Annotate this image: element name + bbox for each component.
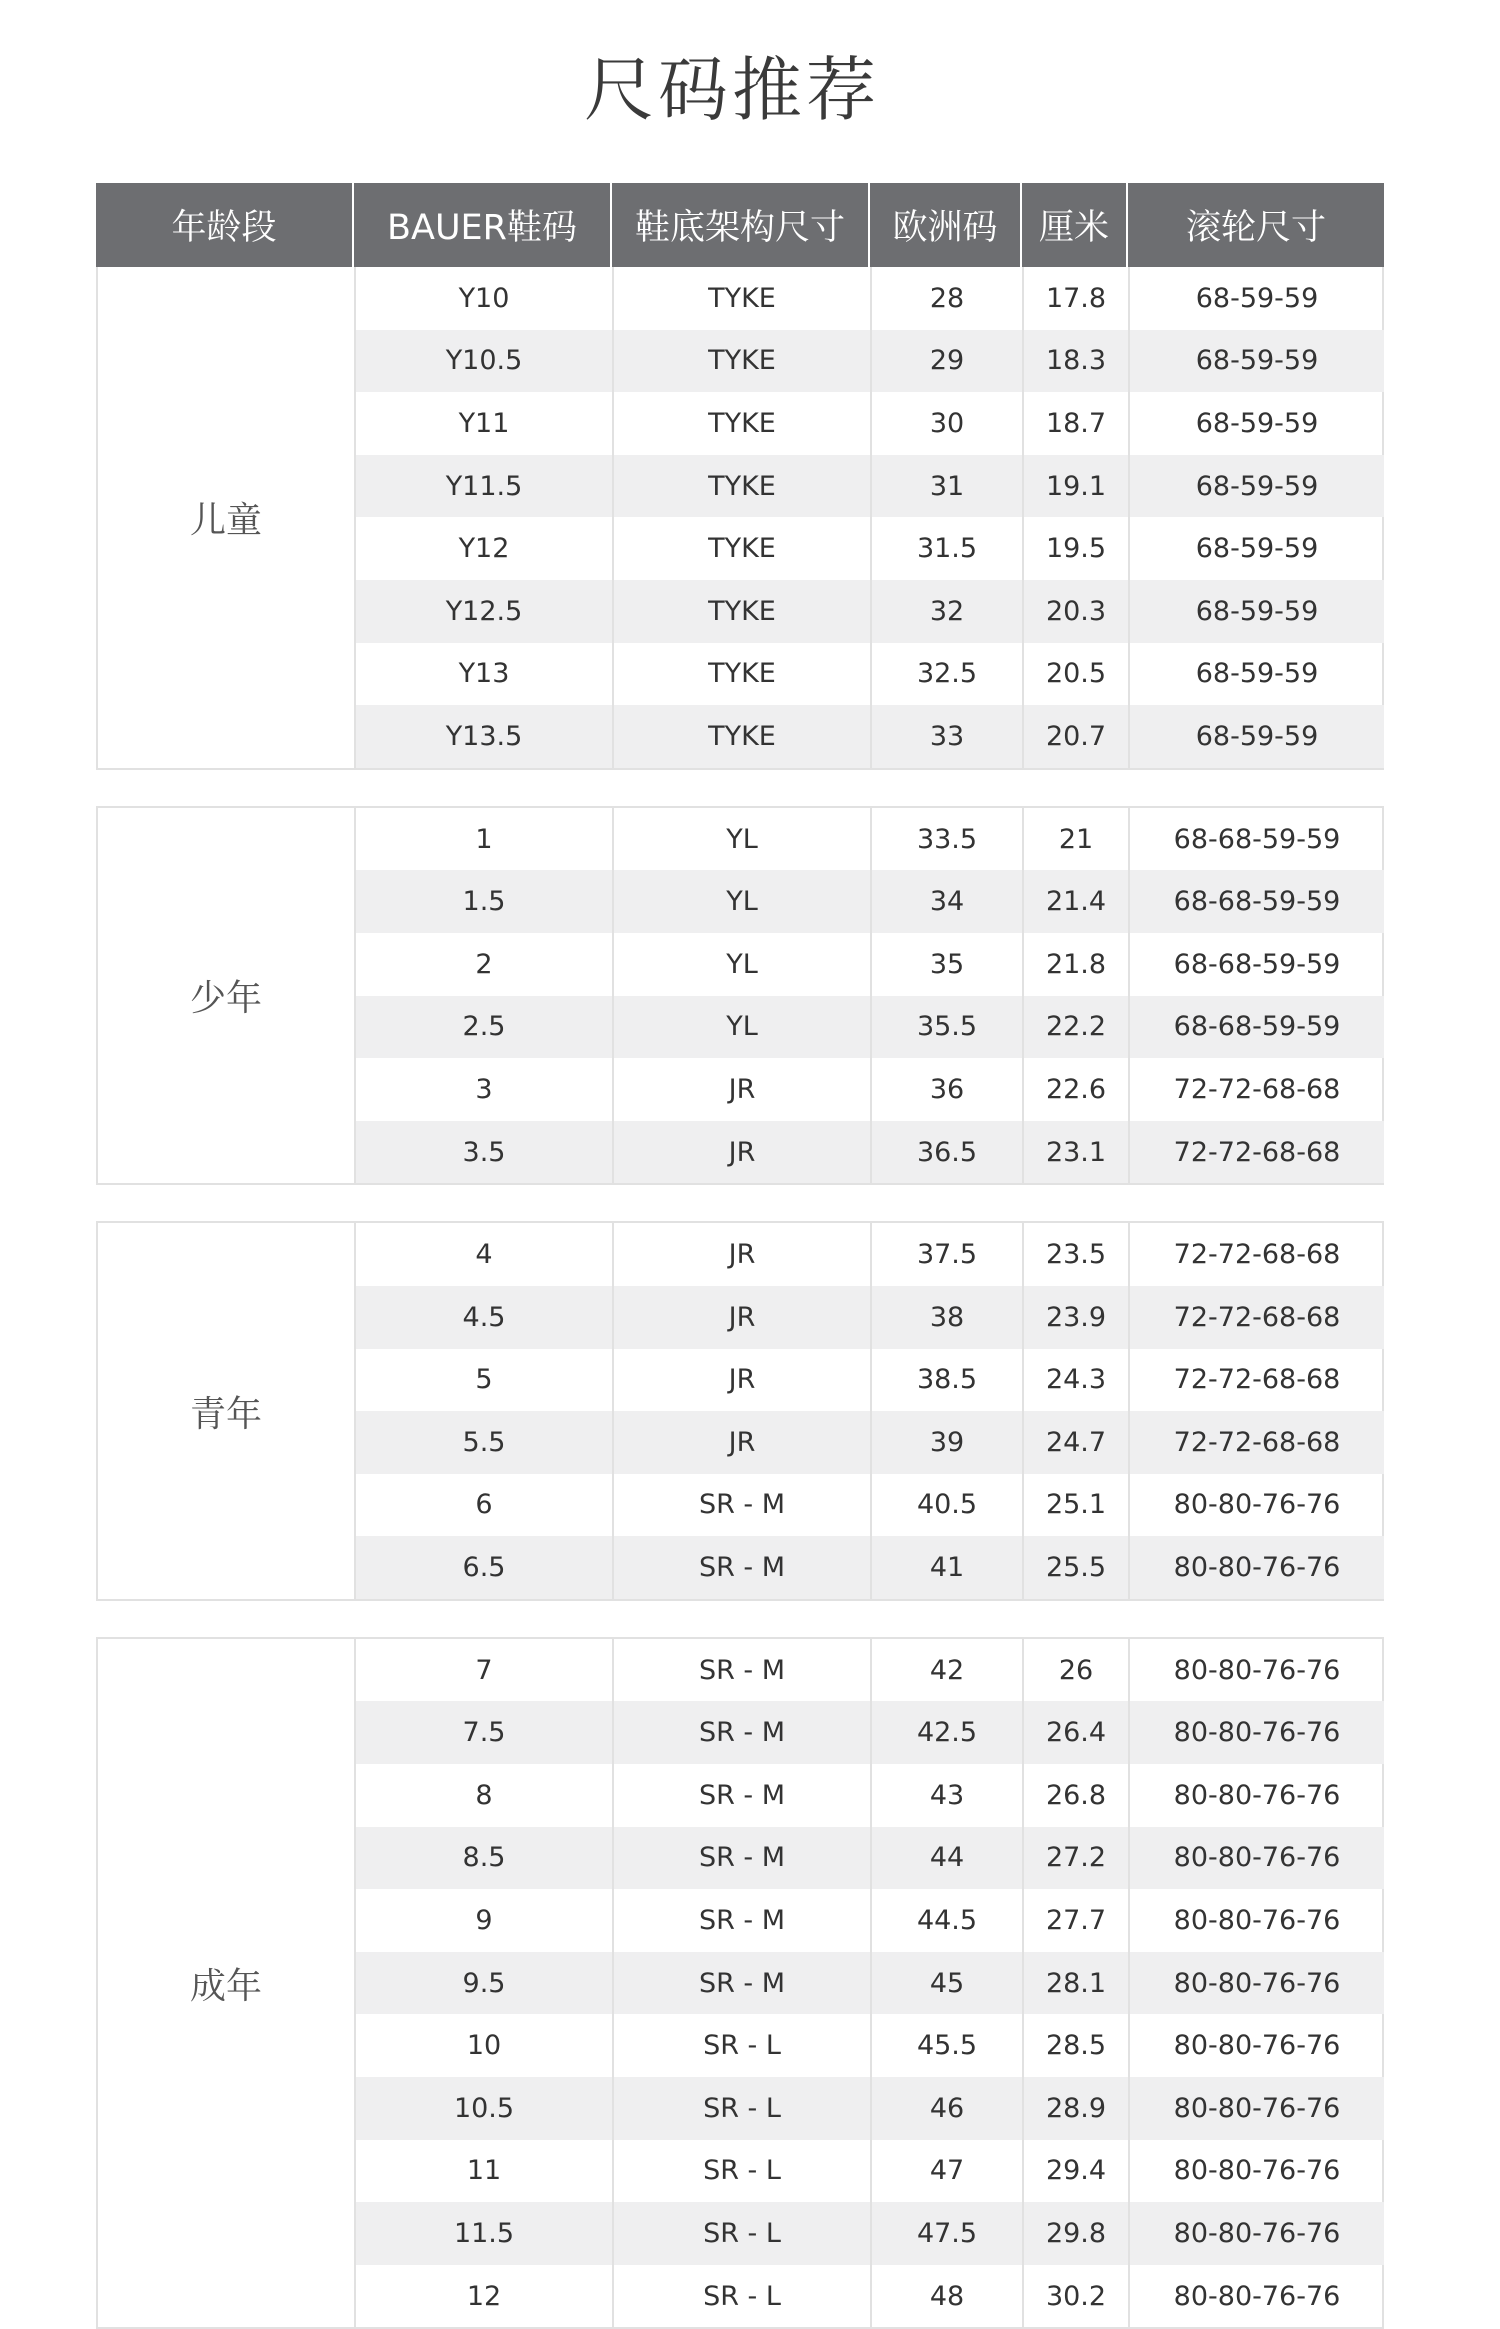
eu-size-cell: 42.5 [872, 1701, 1024, 1764]
cm-cell: 29.4 [1024, 2140, 1130, 2203]
cm-cell: 22.6 [1024, 1058, 1130, 1121]
wheel-size-cell: 68-59-59 [1195, 533, 1319, 565]
wheel-size-cell: 72-72-68-68 [1173, 1136, 1341, 1168]
bauer-size-cell: Y12.5 [356, 580, 614, 643]
bauer-size-cell: 8 [356, 1764, 614, 1827]
eu-size-cell: 43 [872, 1764, 1024, 1827]
wheel-size-cell: 72-72-68-68 [1173, 1426, 1341, 1458]
age-group-section [96, 267, 1384, 770]
eu-size-cell: 38 [872, 1286, 1024, 1349]
chassis-size-cell: YL [614, 808, 872, 871]
table-row [356, 1889, 1384, 1952]
chassis-size-cell: YL [614, 996, 872, 1059]
eu-size-cell: 48 [872, 2265, 1024, 2328]
cm-cell: 24.3 [1024, 1349, 1130, 1412]
table-row [356, 643, 1384, 706]
age-group-label: 儿童 [98, 267, 356, 768]
chassis-size-cell: SR - L [614, 2265, 872, 2328]
bauer-size-cell: 4.5 [356, 1286, 614, 1349]
eu-size-cell: 32 [872, 580, 1024, 643]
bauer-size-cell: Y13.5 [356, 705, 614, 768]
cm-cell: 24.7 [1024, 1411, 1130, 1474]
eu-size-cell: 35 [872, 933, 1024, 996]
chassis-size-cell: TYKE [614, 705, 872, 768]
cm-cell: 21 [1024, 808, 1130, 871]
wheel-size-cell: 80-80-76-76 [1173, 2218, 1341, 2250]
eu-size-cell: 41 [872, 1536, 1024, 1599]
eu-size-cell: 36 [872, 1058, 1024, 1121]
cm-cell: 18.7 [1024, 392, 1130, 455]
chassis-size-cell: SR - M [614, 1889, 872, 1952]
wheel-size-cell: 72-72-68-68 [1173, 1364, 1341, 1396]
table-row [356, 1411, 1384, 1474]
chassis-size-cell: YL [614, 933, 872, 996]
eu-size-cell: 46 [872, 2077, 1024, 2140]
eu-size-cell: 45 [872, 1952, 1024, 2015]
wheel-size-cell: 80-80-76-76 [1173, 1779, 1341, 1811]
bauer-size-cell: 11 [356, 2140, 614, 2203]
table-row [356, 996, 1384, 1059]
size-table [96, 183, 1384, 2329]
chassis-size-cell: JR [614, 1349, 872, 1412]
chassis-size-cell: SR - L [614, 2077, 872, 2140]
wheel-size-cell: 80-80-76-76 [1173, 1654, 1341, 1686]
wheel-size-cell: 80-80-76-76 [1173, 2155, 1341, 2187]
table-row [356, 933, 1384, 996]
wheel-size-cell: 68-59-59 [1195, 658, 1319, 690]
chassis-size-cell: SR - M [614, 1764, 872, 1827]
chassis-size-cell: SR - M [614, 1827, 872, 1890]
cm-cell: 28.1 [1024, 1952, 1130, 2015]
bauer-size-cell: 2.5 [356, 996, 614, 1059]
bauer-size-cell: Y11.5 [356, 455, 614, 518]
wheel-size-cell: 68-59-59 [1195, 595, 1319, 627]
eu-size-cell: 34 [872, 870, 1024, 933]
eu-size-cell: 45.5 [872, 2014, 1024, 2077]
eu-size-cell: 32.5 [872, 643, 1024, 706]
table-row [356, 1701, 1384, 1764]
page-title: 尺码推荐 [584, 49, 880, 131]
chassis-size-cell: TYKE [614, 517, 872, 580]
header-cm: 厘米 [1022, 183, 1128, 267]
eu-size-cell: 42 [872, 1639, 1024, 1702]
chassis-size-cell: SR - M [614, 1639, 872, 1702]
wheel-size-cell: 72-72-68-68 [1173, 1301, 1341, 1333]
table-row [356, 2202, 1384, 2265]
table-row [356, 705, 1384, 768]
table-row [356, 1952, 1384, 2015]
cm-cell: 23.5 [1024, 1223, 1130, 1286]
table-header [96, 183, 1384, 267]
cm-cell: 23.9 [1024, 1286, 1130, 1349]
chassis-size-cell: YL [614, 870, 872, 933]
chassis-size-cell: TYKE [614, 392, 872, 455]
group-rows [356, 267, 1384, 768]
bauer-size-cell: 7 [356, 1639, 614, 1702]
chassis-size-cell: SR - L [614, 2202, 872, 2265]
bauer-size-cell: 6.5 [356, 1536, 614, 1599]
wheel-size-cell: 68-68-59-59 [1173, 823, 1341, 855]
chassis-size-cell: JR [614, 1286, 872, 1349]
cm-cell: 21.4 [1024, 870, 1130, 933]
eu-size-cell: 28 [872, 267, 1024, 330]
wheel-size-cell: 68-59-59 [1195, 282, 1319, 314]
chassis-size-cell: JR [614, 1223, 872, 1286]
table-row [356, 870, 1384, 933]
bauer-size-cell: 9 [356, 1889, 614, 1952]
cm-cell: 22.2 [1024, 996, 1130, 1059]
cm-cell: 27.7 [1024, 1889, 1130, 1952]
wheel-size-cell: 68-59-59 [1195, 407, 1319, 439]
bauer-size-cell: Y10 [356, 267, 614, 330]
wheel-size-cell: 68-59-59 [1195, 720, 1319, 752]
table-row [356, 580, 1384, 643]
header-wheel-size: 滚轮尺寸 [1185, 208, 1326, 248]
eu-size-cell: 44.5 [872, 1889, 1024, 1952]
header-chassis-size: 鞋底架构尺寸 [612, 183, 870, 267]
table-row [356, 1474, 1384, 1537]
chassis-size-cell: SR - L [614, 2014, 872, 2077]
cm-cell: 20.3 [1024, 580, 1130, 643]
table-row [356, 1223, 1384, 1286]
eu-size-cell: 30 [872, 392, 1024, 455]
table-row [356, 2265, 1384, 2328]
eu-size-cell: 44 [872, 1827, 1024, 1890]
table-row [356, 2014, 1384, 2077]
chassis-size-cell: TYKE [614, 643, 872, 706]
table-row [356, 2140, 1384, 2203]
bauer-size-cell: Y11 [356, 392, 614, 455]
chassis-size-cell: TYKE [614, 267, 872, 330]
wheel-size-cell: 72-72-68-68 [1173, 1073, 1341, 1105]
cm-cell: 20.5 [1024, 643, 1130, 706]
cm-cell: 18.3 [1024, 330, 1130, 393]
cm-cell: 26.4 [1024, 1701, 1130, 1764]
cm-cell: 29.8 [1024, 2202, 1130, 2265]
chassis-size-cell: SR - M [614, 1536, 872, 1599]
chassis-size-cell: JR [614, 1121, 872, 1184]
chassis-size-cell: SR - M [614, 1474, 872, 1537]
bauer-size-cell: 7.5 [356, 1701, 614, 1764]
wheel-size-cell: 80-80-76-76 [1173, 1717, 1341, 1749]
wheel-size-cell: 80-80-76-76 [1173, 1489, 1341, 1521]
bauer-size-cell: 3 [356, 1058, 614, 1121]
age-group-label: 少年 [98, 808, 356, 1184]
eu-size-cell: 35.5 [872, 996, 1024, 1059]
wheel-size-cell: 68-68-59-59 [1173, 948, 1341, 980]
wheel-size-cell: 68-68-59-59 [1173, 886, 1341, 918]
bauer-size-cell: 5 [356, 1349, 614, 1412]
bauer-size-cell: 3.5 [356, 1121, 614, 1184]
cm-cell: 26 [1024, 1639, 1130, 1702]
cm-cell: 28.5 [1024, 2014, 1130, 2077]
bauer-size-cell: Y10.5 [356, 330, 614, 393]
wheel-size-cell: 80-80-76-76 [1173, 1842, 1341, 1874]
chassis-size-cell: SR - M [614, 1952, 872, 2015]
cm-cell: 25.5 [1024, 1536, 1130, 1599]
cm-cell: 21.8 [1024, 933, 1130, 996]
age-group-label: 成年 [98, 1639, 356, 2328]
bauer-size-cell: Y12 [356, 517, 614, 580]
eu-size-cell: 37.5 [872, 1223, 1024, 1286]
header-bauer-size: BAUER鞋码 [354, 183, 612, 267]
cm-cell: 26.8 [1024, 1764, 1130, 1827]
group-rows [356, 808, 1384, 1184]
eu-size-cell: 47 [872, 2140, 1024, 2203]
eu-size-cell: 38.5 [872, 1349, 1024, 1412]
table-row [356, 517, 1384, 580]
eu-size-cell: 31 [872, 455, 1024, 518]
cm-cell: 20.7 [1024, 705, 1130, 768]
eu-size-cell: 39 [872, 1411, 1024, 1474]
eu-size-cell: 31.5 [872, 517, 1024, 580]
bauer-size-cell: 12 [356, 2265, 614, 2328]
bauer-size-cell: 5.5 [356, 1411, 614, 1474]
wheel-size-cell: 72-72-68-68 [1173, 1239, 1341, 1271]
cm-cell: 19.1 [1024, 455, 1130, 518]
bauer-size-cell: 6 [356, 1474, 614, 1537]
cm-cell: 17.8 [1024, 267, 1130, 330]
bauer-size-cell: Y13 [356, 643, 614, 706]
eu-size-cell: 33 [872, 705, 1024, 768]
chassis-size-cell: JR [614, 1058, 872, 1121]
cm-cell: 28.9 [1024, 2077, 1130, 2140]
bauer-size-cell: 2 [356, 933, 614, 996]
chassis-size-cell: SR - L [614, 2140, 872, 2203]
bauer-size-cell: 1 [356, 808, 614, 871]
table-row [356, 1764, 1384, 1827]
eu-size-cell: 40.5 [872, 1474, 1024, 1537]
cm-cell: 19.5 [1024, 517, 1130, 580]
cm-cell: 25.1 [1024, 1474, 1130, 1537]
wheel-size-cell: 68-59-59 [1195, 470, 1319, 502]
eu-size-cell: 29 [872, 330, 1024, 393]
chassis-size-cell: JR [614, 1411, 872, 1474]
eu-size-cell: 33.5 [872, 808, 1024, 871]
wheel-size-cell: 80-80-76-76 [1173, 1552, 1341, 1584]
bauer-size-cell: 1.5 [356, 870, 614, 933]
table-row [356, 392, 1384, 455]
table-row [356, 330, 1384, 393]
chassis-size-cell: SR - M [614, 1701, 872, 1764]
wheel-size-cell: 80-80-76-76 [1173, 2030, 1341, 2062]
cm-cell: 23.1 [1024, 1121, 1130, 1184]
group-rows [356, 1639, 1384, 2328]
age-group-section [96, 1221, 1384, 1601]
cm-cell: 30.2 [1024, 2265, 1130, 2328]
age-group-section [96, 1637, 1384, 2329]
chassis-size-cell: TYKE [614, 330, 872, 393]
table-row [356, 1121, 1384, 1184]
table-row [356, 267, 1384, 330]
eu-size-cell: 47.5 [872, 2202, 1024, 2265]
table-row [356, 808, 1384, 871]
wheel-size-cell: 80-80-76-76 [1173, 1905, 1341, 1937]
wheel-size-cell: 80-80-76-76 [1173, 2280, 1341, 2312]
table-row [356, 455, 1384, 518]
wheel-size-cell: 68-68-59-59 [1173, 1011, 1341, 1043]
eu-size-cell: 36.5 [872, 1121, 1024, 1184]
bauer-size-cell: 10.5 [356, 2077, 614, 2140]
group-rows [356, 1223, 1384, 1599]
bauer-size-cell: 8.5 [356, 1827, 614, 1890]
table-row [356, 1639, 1384, 1702]
table-row [356, 1827, 1384, 1890]
bauer-size-cell: 11.5 [356, 2202, 614, 2265]
age-group-label: 青年 [98, 1223, 356, 1599]
table-row [356, 1058, 1384, 1121]
bauer-size-cell: 4 [356, 1223, 614, 1286]
age-group-section [96, 806, 1384, 1186]
wheel-size-cell: 68-59-59 [1195, 345, 1319, 377]
bauer-size-cell: 9.5 [356, 1952, 614, 2015]
chassis-size-cell: TYKE [614, 455, 872, 518]
chassis-size-cell: TYKE [614, 580, 872, 643]
header-eu-size: 欧洲码 [870, 183, 1022, 267]
cm-cell: 27.2 [1024, 1827, 1130, 1890]
header-age-group: 年龄段 [96, 183, 354, 267]
bauer-size-cell: 10 [356, 2014, 614, 2077]
wheel-size-cell: 80-80-76-76 [1173, 1967, 1341, 1999]
wheel-size-cell: 80-80-76-76 [1173, 2092, 1341, 2124]
table-row [356, 1536, 1384, 1599]
table-row [356, 1349, 1384, 1412]
table-body [96, 267, 1384, 2329]
table-row [356, 2077, 1384, 2140]
table-row [356, 1286, 1384, 1349]
